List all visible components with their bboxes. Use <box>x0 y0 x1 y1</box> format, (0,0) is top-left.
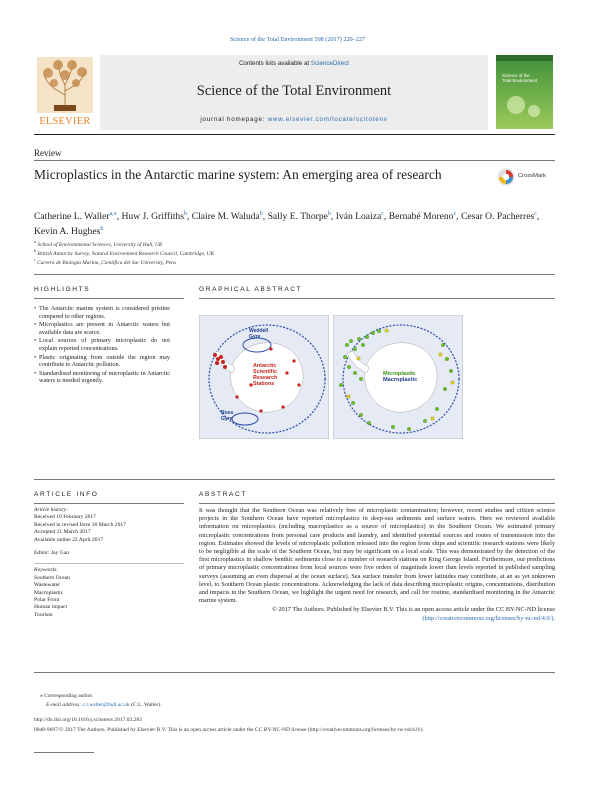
body-divider <box>34 479 555 480</box>
map-label: Stations <box>253 381 275 387</box>
article-type: Review <box>34 148 62 158</box>
cover-title-line: Science of the <box>502 73 530 78</box>
author-name[interactable]: Cesar O. Pacherres <box>460 211 535 223</box>
author-name[interactable]: Kevin A. Hughes <box>34 226 101 238</box>
affiliation-divider <box>34 274 555 275</box>
footnote-rule <box>34 752 94 753</box>
author-affiliation-mark[interactable]: a,⁎ <box>109 211 117 217</box>
author-name[interactable]: Catherine L. Waller <box>34 211 110 223</box>
highlights-rule <box>34 298 184 299</box>
author-separator: , <box>186 211 192 223</box>
graphical-abstract-map-plastics <box>333 315 463 439</box>
history-entry: Received 10 February 2017 <box>34 514 96 521</box>
abstract-end-divider <box>34 672 555 673</box>
keyword: Human impact <box>34 604 68 611</box>
history-label: Article history: <box>34 507 69 513</box>
graphical-abstract-map-stations <box>199 315 329 439</box>
graphical-abstract-rule <box>199 298 555 299</box>
author-affiliation-mark[interactable]: b <box>100 226 104 233</box>
abstract-text: It was thought that the Southern Ocean was relatively free of microplastic contamination; however, recent studies and citizen science projects in the Southern Ocean have reported microplastics in deep-sea sediments and surface waters. Here we reviewed available information on microplastics (including macroplastics as a source of microplastics) in the Southern Ocean. We estimated primary microplastic concentrations from personal care products and laundry, and identified potential sources and routes of transmission into the region. Estimates showed the levels of microplastic pollution released into the region from ships and scientific research stations were likely to be negligible at the scale of the Southern Ocean, but may be significant on a local scale. This was demonstrated by the detection of the first microplastics in shallow benthic sediments close to a number of research stations on King George Island. Furthermore, our predictions of primary microplastic concentrations from local sources were five orders of magnitude lower than levels reported in published sampling surveys (assuming an even dispersal at the ocean surface). Sea surface transfer from lower latitudes may contribute, at an as yet unknown level, to Southern Ocean plastic concentrations. Acknowledging the lack of data describing microplastic origins, concentrations, distribution and impacts in the Southern Ocean, we highlight the urgent need for research, and call for routine, standardised monitoring in the Antarctic marine system. <box>199 507 555 605</box>
author-affiliation-mark[interactable]: c <box>453 211 457 217</box>
contents-prefix: Contents lists available at <box>238 60 311 67</box>
author-affiliation-mark[interactable]: b <box>327 211 331 217</box>
cover-title-line: Total Environment <box>502 78 538 83</box>
macroplastic-label: Macroplastic <box>383 377 418 384</box>
affiliation-a <box>34 239 162 248</box>
author-separator: , <box>330 211 336 223</box>
elsevier-wordmark: ELSEVIER <box>39 116 91 127</box>
journal-title: Science of the Total Environment <box>196 83 392 99</box>
email-link[interactable]: c.l.waller@hull.ac.uk <box>82 702 130 708</box>
author-name[interactable]: Iván Loaiza <box>335 211 382 223</box>
author-affiliation-mark[interactable]: b <box>259 211 263 217</box>
highlight-item: • Local sources of primary microplastic do not explain reported concentrations. <box>34 337 170 352</box>
stations-label <box>253 363 277 387</box>
author-name[interactable]: Sally E. Thorpe <box>267 211 328 223</box>
map-label: Research <box>253 375 278 381</box>
affiliation-text: School of Environmental Sciences, University of Hull, UK <box>37 241 163 248</box>
highlight-item: • Standardised monitoring of microplastic in Antarctic waters is needed urgently. <box>34 370 170 385</box>
map-label: Gyre <box>221 415 233 422</box>
license-text: © 2017 The Authors. Published by Elsevier B.V. This is an open access article under the CC BY-NC-ND license <box>271 606 555 614</box>
highlight-item: • Plastic originating from outside the region may contribute to Antarctic pollution. <box>34 354 170 369</box>
author-name[interactable]: Bernabé Moreno <box>388 211 454 223</box>
keyword: Wastewater <box>34 582 60 589</box>
email-label: E-mail address: <box>46 702 82 708</box>
author-separator: , <box>116 211 122 223</box>
author-separator: , <box>536 211 540 223</box>
author-separator: , <box>262 211 268 223</box>
corresponding-note <box>40 693 93 699</box>
homepage-link[interactable]: www.elsevier.com/locate/scitotenv <box>267 116 388 123</box>
editor-line: Editor: Jay Gan <box>34 550 70 557</box>
highlight-item: • The Antarctic marine system is considered pristine compared to other regions. <box>34 305 170 320</box>
author-separator: , <box>383 211 389 223</box>
journal-reference[interactable]: Science of the Total Environment 598 (2017) 220–227 <box>229 36 366 43</box>
ross-gyre-label <box>221 411 233 422</box>
journal-homepage <box>100 116 488 123</box>
copyright-line: 0048-9697/© 2017 The Authors. Published by Elsevier B.V. This is an open access article under the CC BY-NC-ND license (http://creativecommons.org/licenses/by-nc-nd/4.0/). <box>34 727 424 733</box>
doi-link[interactable]: http://dx.doi.org/10.1016/j.scitotenv.2017.03.283 <box>34 717 142 723</box>
email-suffix: (C.L. Waller). <box>129 702 162 708</box>
homepage-prefix: journal homepage: <box>200 116 268 123</box>
asterisk-mark: ⁎ <box>40 693 43 699</box>
plastics-legend <box>383 371 417 384</box>
map-label: Scientific <box>253 369 277 375</box>
author-name[interactable]: Claire M. Waluda <box>191 211 260 223</box>
abstract-rule <box>199 503 555 504</box>
affiliation-b <box>34 248 214 257</box>
cover-title <box>502 73 550 83</box>
weddell-gyre-label <box>249 329 268 340</box>
highlight-item: • Microplastics are present in Antarctic waters but available data are scarce. <box>34 321 170 336</box>
abstract-body <box>199 507 555 623</box>
author-name[interactable]: Huw J. Griffiths <box>121 211 184 223</box>
license-link[interactable]: (http://creativecommons.org/licenses/by-nc-nd/4.0/). <box>422 614 555 622</box>
contents-line <box>100 60 488 67</box>
sciencedirect-link[interactable]: ScienceDirect <box>310 60 350 67</box>
affiliation-key: c <box>34 257 36 262</box>
map-label: Gyre <box>249 333 261 340</box>
author-list <box>34 208 559 239</box>
highlights-list <box>34 305 170 386</box>
affiliation-text: Carrera de Biología Marina, Científica del Sur University, Peru <box>37 259 176 266</box>
map-label: Antarctic <box>253 363 277 369</box>
microplastic-label: Microplastic <box>383 371 416 377</box>
email-note <box>46 702 162 708</box>
article-title: Microplastics in the Antarctic marine system: An emerging area of research <box>34 167 442 182</box>
abstract-heading: ABSTRACT <box>199 491 247 498</box>
article-info-heading: ARTICLE INFO <box>34 491 99 498</box>
crossmark-icon <box>497 168 515 186</box>
keyword: Tourism <box>34 611 53 618</box>
keyword: Southern Ocean <box>34 574 70 581</box>
license-line <box>199 606 555 622</box>
journal-cover-image <box>496 55 553 129</box>
crossmark-label: CrossMark <box>518 173 547 179</box>
graphical-abstract-heading: GRAPHICAL ABSTRACT <box>199 286 303 293</box>
header-divider <box>34 134 555 135</box>
author-separator: , <box>456 211 461 223</box>
article-info-rule <box>34 503 184 504</box>
history-entry: Accepted 31 March 2017 <box>34 529 91 536</box>
affiliation-key: a <box>34 239 36 244</box>
author-affiliation-mark[interactable]: b <box>183 211 187 217</box>
keyword: Macroplastic <box>34 589 64 596</box>
type-divider <box>34 160 555 161</box>
affiliation-c <box>34 257 176 266</box>
map-label: Ross <box>221 410 234 416</box>
highlights-heading: HIGHLIGHTS <box>34 286 91 293</box>
elsevier-logo <box>34 55 96 130</box>
corresponding-text: Corresponding author. <box>44 693 94 699</box>
history-entry: Available online 22 April 2017 <box>34 536 104 543</box>
keyword: Polar Front <box>34 597 60 604</box>
article-info <box>34 507 184 619</box>
map-label: Weddell <box>249 328 269 334</box>
keywords-label: Keywords: <box>34 563 184 574</box>
affiliation-key: b <box>34 248 36 253</box>
history-entry: Received in revised form 30 March 2017 <box>34 521 126 528</box>
author-affiliation-mark[interactable]: c <box>534 211 537 217</box>
affiliation-text: British Antarctic Survey, Natural Environment Research Council, Cambridge, UK <box>37 250 215 257</box>
author-affiliation-mark[interactable]: c <box>381 211 384 217</box>
